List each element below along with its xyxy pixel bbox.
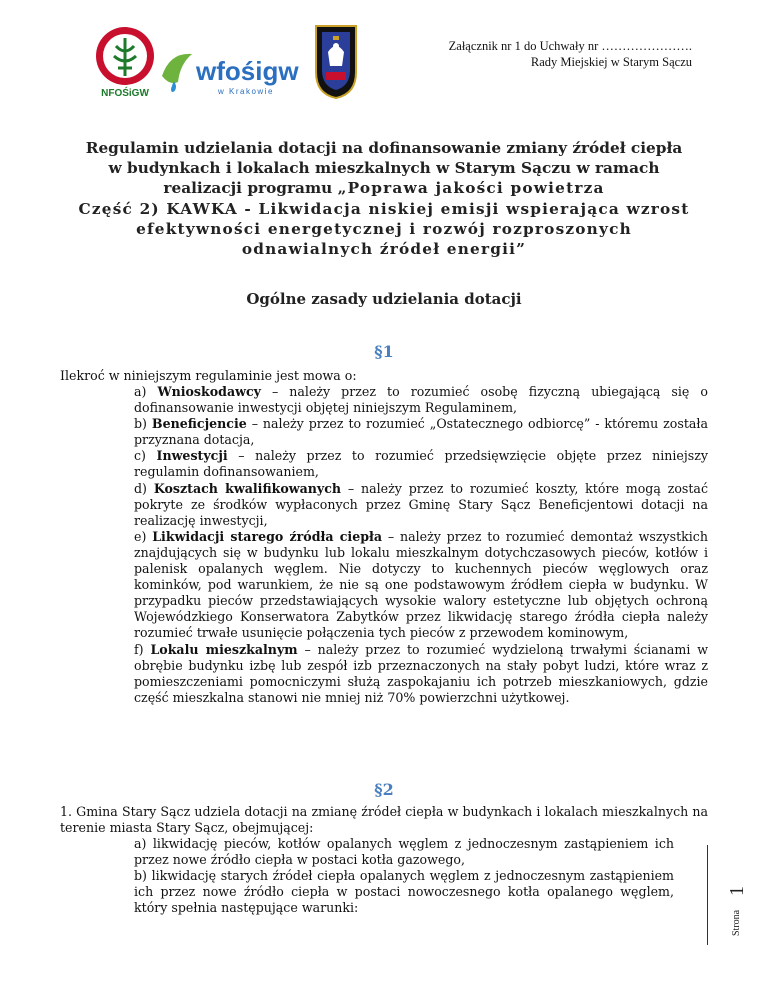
definition-b-term: Beneficjencie [151, 416, 247, 432]
title-line-4: Część 2) KAWKA - Likwidacja niskiej emisji wspierająca wzrost [78, 199, 690, 218]
logos-row [94, 22, 394, 102]
title-line-6: odnawialnych źródeł energii” [241, 240, 527, 259]
section-1-definitions [134, 384, 708, 706]
definition-b: b) Beneficjencie – należy przez to rozumieć „Ostatecznego odbiorcę” - któremu została przyznana dotacja, [134, 416, 709, 448]
title-line-5: efektywności energetycznej i rozwój rozproszonych [136, 219, 632, 238]
section-2-item-b: b) likwidację starych źródeł ciepła opalanych węglem z jednoczesnym zastąpieniem ich przez nowe źródło ciepła w postaci nowoczesnego kotła opalanego węglem, który spełnia następujące warunki: [134, 868, 674, 916]
section-2-paragraph-1: 1. Gmina Stary Sącz udziela dotacji na zmianę źródeł ciepła w budynkach i lokalach mieszkalnych na terenie miasta Stary Sącz, obejmującej: [60, 804, 708, 836]
title-line-3 [60, 178, 708, 198]
definition-a: a) Wnioskodawcy – należy przez to rozumieć osobę fizyczną ubiegającą się o dofinansowanie inwestycji objętej niniejszym Regulaminem, [134, 384, 708, 416]
title-line-3a: realizacji programu [163, 179, 338, 198]
definition-f-term: Lokalu mieszkalnym [150, 641, 298, 657]
section-2-heading: §2 [374, 780, 394, 799]
nfosigw-logo [94, 26, 156, 100]
page-label: Strona [731, 909, 742, 936]
page-margin-rule [707, 845, 708, 945]
title-line-1: Regulamin udzielania dotacji na dofinansowanie zmiany źródeł ciepła [85, 139, 683, 157]
page-number-marker [724, 866, 746, 940]
attachment-note [449, 38, 692, 70]
page-number: 1 [726, 886, 746, 896]
definition-d: d) Kosztach kwalifikowanych – należy przez to rozumieć koszty, które mogą zostać pokryte ze środków wypłaconych przez Gminę Stary Sącz Beneficjentowi dotacji na realizację inwestycji, [134, 480, 708, 528]
definition-a-term: Wnioskodawcy [157, 384, 261, 399]
coat-of-arms-icon [314, 22, 358, 100]
attachment-line-1: Załącznik nr 1 do Uchwały nr …………………. [448, 39, 692, 53]
definition-c: c) Inwestycji – należy przez to rozumieć przedsięwzięcie objęte przez niniejszy regulamin dofinansowaniem, [134, 448, 708, 480]
title-line-3b: „Poprawa jakości powietrza [337, 179, 605, 198]
general-heading: Ogólne zasady udzielania dotacji [246, 290, 522, 308]
wfosigw-logo-text: wfośigw [196, 56, 299, 86]
wfosigw-logo [158, 46, 300, 102]
section-1-heading: §1 [374, 342, 394, 361]
section-2-list [134, 836, 674, 916]
section-1-intro: Ilekroć w niniejszym regulaminie jest mowa o: [60, 368, 357, 383]
nfosigw-logo-text: NFOŚiGW [101, 88, 149, 99]
section-2-item-a: a) likwidację pieców, kotłów opalanych węglem z jednoczesnym zastąpieniem ich przez nowe źródło ciepła w postaci kotła gazowego, [134, 836, 674, 868]
title-line-2: w budynkach i lokalach mieszkalnych w Starym Sączu w ramach [108, 159, 660, 178]
definition-c-term: Inwestycji [156, 448, 228, 464]
document-title [60, 138, 708, 259]
definition-f: f) Lokalu mieszkalnym – należy przez to rozumieć wydzieloną trwałymi ścianami w obrębie budynku izbę lub zespół izb przeznaczonych na stały pobyt ludzi, które wraz z pomieszczeniami pomocniczymi służą zaspokajaniu ich potrzeb mieszkaniowych, gdzie część mieszkalna stanowi nie mniej niż 70% powierzchni użytkowej. [134, 641, 708, 705]
definition-d-term: Kosztach kwalifikowanych [153, 480, 342, 496]
attachment-line-2: Rady Miejskiej w Starym Sączu [530, 55, 692, 69]
wfosigw-logo-subtext: w Krakowie [218, 87, 274, 96]
definition-e-term: Likwidacji starego źródła ciepła [152, 528, 383, 544]
definition-e: e) Likwidacji starego źródła ciepła – należy przez to rozumieć demontaż wszystkich znajdujących się w budynku lub lokalu mieszkalnym dotychczasowych pieców, kotłów i palenisk opalanych węglem. Nie dotyczy to kuchennych pieców węglowych oraz kominków, pod warunkiem, że nie są one podstawowym źródłem ciepła w budynku. W przypadku pieców przedstawiających wysokie walory estetyczne lub objętych ochroną Wojewódzkiego Konserwatora Zabytków przez likwidację starego źródła ciepła należy rozumieć trwałe usunięcie połączenia tych pieców z przewodem kominowym, [134, 528, 708, 641]
